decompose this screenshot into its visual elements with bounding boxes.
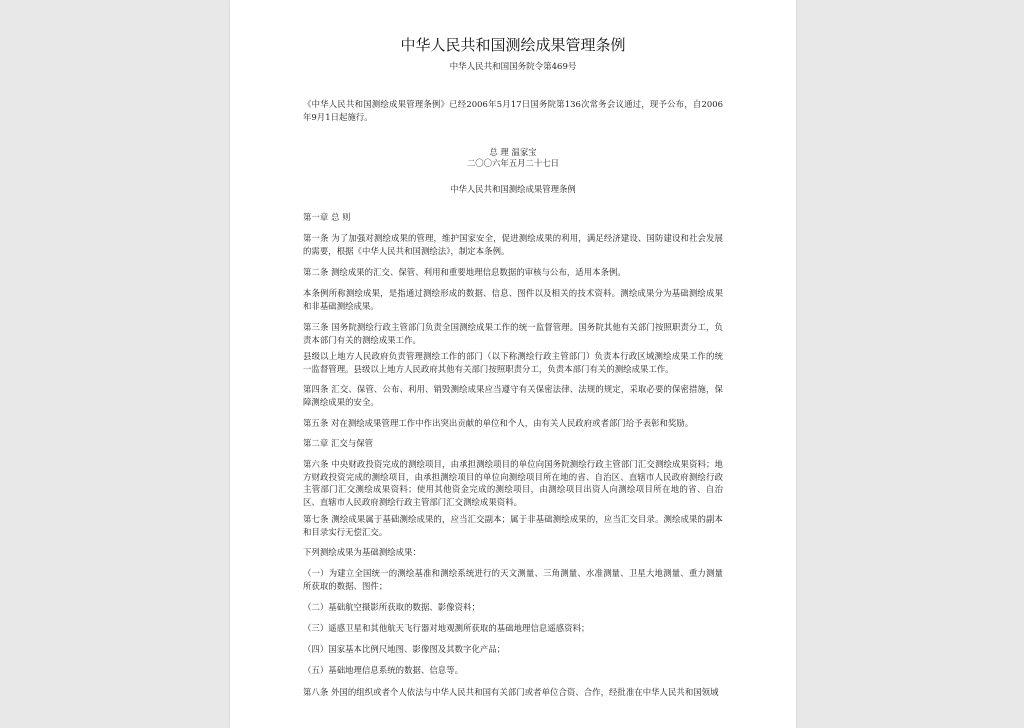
decree-number: 中华人民共和国国务院令第469号 [449,62,577,72]
article-paragraph: （五）基础地理信息系统的数据、信息等。 [303,665,464,675]
article-paragraph: 第七条 测绘成果属于基础测绘成果的，应当汇交副本；属于非基础测绘成果的，应当汇交目录。测绘成果的副本和目录实行无偿汇交。 [303,514,723,537]
article-paragraph: 第五条 对在测绘成果管理工作中作出突出贡献的单位和个人，由有关人民政府或者部门给予表彰和奖励。 [303,418,694,428]
document-content [303,0,723,728]
signature-date: 二〇〇六年五月二十七日 [466,158,560,168]
chapter-heading: 第一章 总 则 [303,212,351,222]
article-paragraph: 第四条 汇交、保管、公布、利用、销毁测绘成果应当遵守有关保密法律、法规的规定，采取必要的保密措施，保障测绘成果的安全。 [303,384,723,407]
chapter-heading: 第二章 汇交与保管 [303,438,374,448]
article-paragraph: 第三条 国务院测绘行政主管部门负责全国测绘成果工作的统一监督管理。国务院其他有关部门按照职责分工，负责本部门有关的测绘成果工作。 [303,322,723,345]
document-title: 中华人民共和国测绘成果管理条例 [400,36,626,54]
article-paragraph: （四）国家基本比例尺地图、影像图及其数字化产品； [303,644,506,654]
article-paragraph: （三）遥感卫星和其他航天飞行器对地观测所获取的基础地理信息遥感资料； [303,623,590,633]
article-paragraph: 第八条 外国的组织或者个人依法与中华人民共和国有关部门或者单位合资、合作，经批准在中华人民共和国领域 [303,687,719,697]
intro-paragraph: 《中华人民共和国测绘成果管理条例》已经2006年5月17日国务院第136次常务会议通过，现予公布，自2006年9月1日起施行。 [303,99,723,122]
article-paragraph: 下列测绘成果为基础测绘成果： [303,547,421,557]
article-paragraph: 本条例所称测绘成果，是指通过测绘形成的数据、信息、图件以及相关的技术资料。测绘成果分为基础测绘成果和非基础测绘成果。 [303,288,723,311]
article-paragraph: （一）为建立全国统一的测绘基准和测绘系统进行的天文测量、三角测量、水准测量、卫星大地测量、重力测量所获取的数据、图件； [303,568,723,591]
article-paragraph: 第二条 测绘成果的汇交、保管、利用和重要地理信息数据的审核与公布，适用本条例。 [303,267,626,277]
article-paragraph: 第六条 中央财政投资完成的测绘项目，由承担测绘项目的单位向国务院测绘行政主管部门汇交测绘成果资料；地方财政投资完成的测绘项目，由承担测绘项目的单位向测绘项目所在地的省、自治区、直辖市人民政府测绘行政主管部门汇交测绘成果资料；使用其他资金完成的测绘项目，由测绘项目出资人向测绘项目所在地的省、自治区、直辖市人民政府测绘行政主管部门汇交测绘成果资料。 [303,459,723,507]
document-subtitle: 中华人民共和国测绘成果管理条例 [450,184,576,194]
signature: 总 理 温家宝 [489,147,537,157]
article-paragraph: 第一条 为了加强对测绘成果的管理，维护国家安全，促进测绘成果的利用，满足经济建设、国防建设和社会发展的需要，根据《中华人民共和国测绘法》，制定本条例。 [303,233,723,256]
article-paragraph: （二）基础航空摄影所获取的数据、影像资料； [303,602,480,612]
article-paragraph: 县级以上地方人民政府负责管理测绘工作的部门（以下称测绘行政主管部门）负责本行政区域测绘成果工作的统一监督管理。县级以上地方人民政府其他有关部门按照职责分工，负责本部门有关的测绘成果工作。 [303,351,723,374]
